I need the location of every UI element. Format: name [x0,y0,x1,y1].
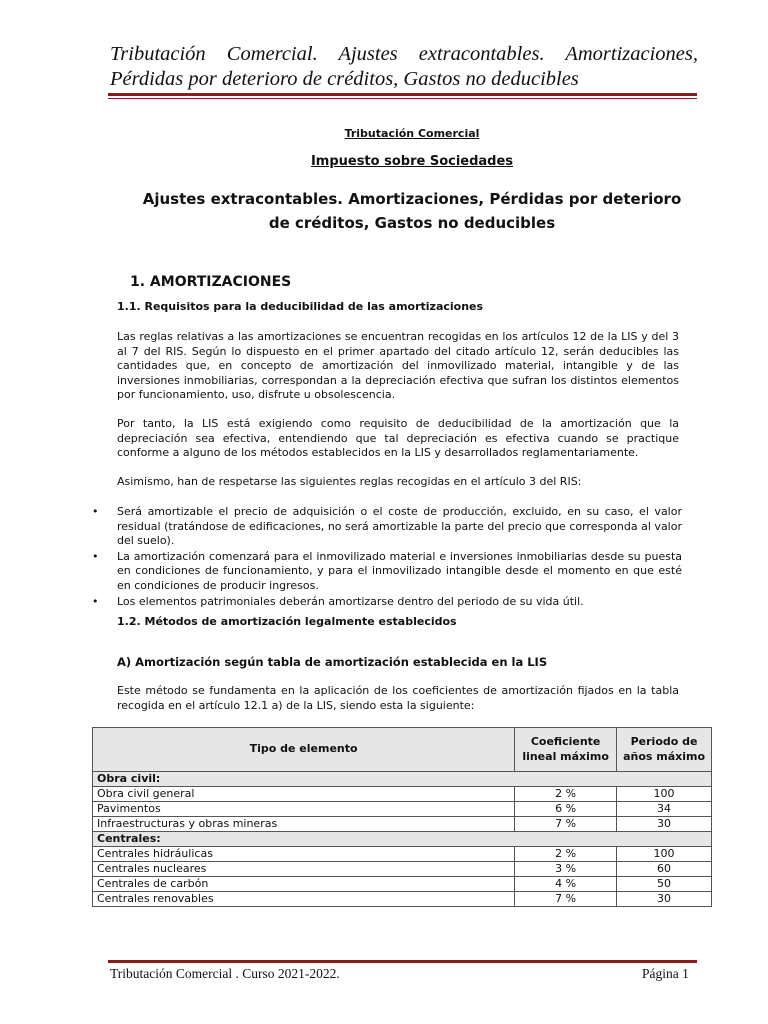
table-cell: 7 % [515,817,617,832]
table-header-cell: Tipo de elemento [93,728,515,772]
table-row [93,802,712,817]
table-cell: Centrales renovables [93,892,515,907]
footer-rule [108,960,697,963]
table-row [93,877,712,892]
bullet-icon: • [92,505,99,518]
table-header-cell: Periodo de años máximo [617,728,712,772]
table-cell: 2 % [515,847,617,862]
table-cell: 30 [617,817,712,832]
list-item [92,550,682,594]
table-cell: Obra civil general [93,787,515,802]
table-row [93,817,712,832]
list-item [92,595,682,610]
list-item-text: La amortización comenzará para el inmovilizado material e inversiones inmobiliarias desde su puesta en condiciones de funcionamiento, y para el inmovilizado intangible desde el momento en que esté en condiciones de producir ingresos. [117,549,682,592]
page-number: Página 1 [642,966,689,981]
table-row [93,847,712,862]
table-group-row [93,832,712,847]
subsection-heading-1-1: 1.1. Requisitos para la deducibilidad de las amortizaciones [117,300,484,313]
table-cell: 34 [617,802,712,817]
list-item-text: Los elementos patrimoniales deberán amortizarse dentro del periodo de su vida útil. [117,594,584,608]
table-cell: 2 % [515,787,617,802]
table-cell: Centrales hidráulicas [93,847,515,862]
table-cell: Centrales de carbón [93,877,515,892]
paragraph-4: Este método se fundamenta en la aplicación de los coeficientes de amortización fijados en la tabla recogida en el artículo 12.1 a) de la LIS, siendo esta la siguiente: [117,684,679,712]
table-cell: 100 [617,847,712,862]
table-group-title: Obra civil: [93,772,712,787]
table-group-row [93,772,712,787]
header-rule-thick [108,93,697,96]
table-cell: 4 % [515,877,617,892]
header-rule-thin [108,98,697,99]
table-cell: Pavimentos [93,802,515,817]
list-item [92,505,682,549]
bullet-icon: • [92,594,99,608]
paragraph-2: Por tanto, la LIS está exigiendo como requisito de deducibilidad de la amortización que la depreciación sea efectiva, entendiendo que tal depreciación es efectiva cuando se practique conforme a alguno de los métodos establecidos en la LIS y desarrollados reglamentariamente. [117,417,679,460]
paragraph-3: Asimismo, han de respetarse las siguientes reglas recogidas en el artículo 3 del RIS: [117,475,582,488]
main-title: Ajustes extracontables. Amortizaciones, Pérdidas por deterioro de créditos, Gastos no deducibles [142,190,682,232]
table-header-row [93,728,712,772]
table-cell: 6 % [515,802,617,817]
subsection-heading-a: A) Amortización según tabla de amortización establecida en la LIS [117,655,548,669]
rules-list [92,505,682,609]
table-cell: 7 % [515,892,617,907]
table-cell: Infraestructuras y obras mineras [93,817,515,832]
subtitle-tax: Impuesto sobre Sociedades [310,154,514,169]
table-row [93,892,712,907]
table-group-title: Centrales: [93,832,712,847]
table-cell: 60 [617,862,712,877]
list-item-text: Será amortizable el precio de adquisición o el coste de producción, excluido, en su caso, el valor residual (tratándose de edificaciones, no será amortizable la parte del precio que corresponda al valor del suelo). [117,505,682,548]
table-cell: 50 [617,877,712,892]
table-header-cell: Coeficiente lineal máximo [515,728,617,772]
bullet-icon: • [92,549,99,563]
table-row [93,862,712,877]
footer-course: Tributación Comercial . Curso 2021-2022. [110,966,340,981]
table-row [93,787,712,802]
amortization-table [92,727,712,907]
table-cell: 3 % [515,862,617,877]
table-cell: 100 [617,787,712,802]
subtitle-course: Tributación Comercial [344,127,480,140]
table-cell: Centrales nucleares [93,862,515,877]
section-heading-amortizaciones: 1. AMORTIZACIONES [130,274,292,290]
page-header-title: Tributación Comercial. Ajustes extracontables. Amortizaciones, Pérdidas por deterioro de créditos, Gastos no deducibles [110,43,698,90]
paragraph-1: Las reglas relativas a las amortizaciones se encuentran recogidas en los artículos 12 de la LIS y del 3 al 7 del RIS. Según lo dispuesto en el primer apartado del citado artículo 12, serán deducibles las cantidades que, en concepto de amortización del inmovilizado material, intangible y de las inversiones inmobiliarias, correspondan a la depreciación efectiva que sufran los distintos elementos por funcionamiento, uso, disfrute u obsolescencia. [117,330,679,402]
subsection-heading-1-2: 1.2. Métodos de amortización legalmente establecidos [117,615,457,628]
table-cell: 30 [617,892,712,907]
